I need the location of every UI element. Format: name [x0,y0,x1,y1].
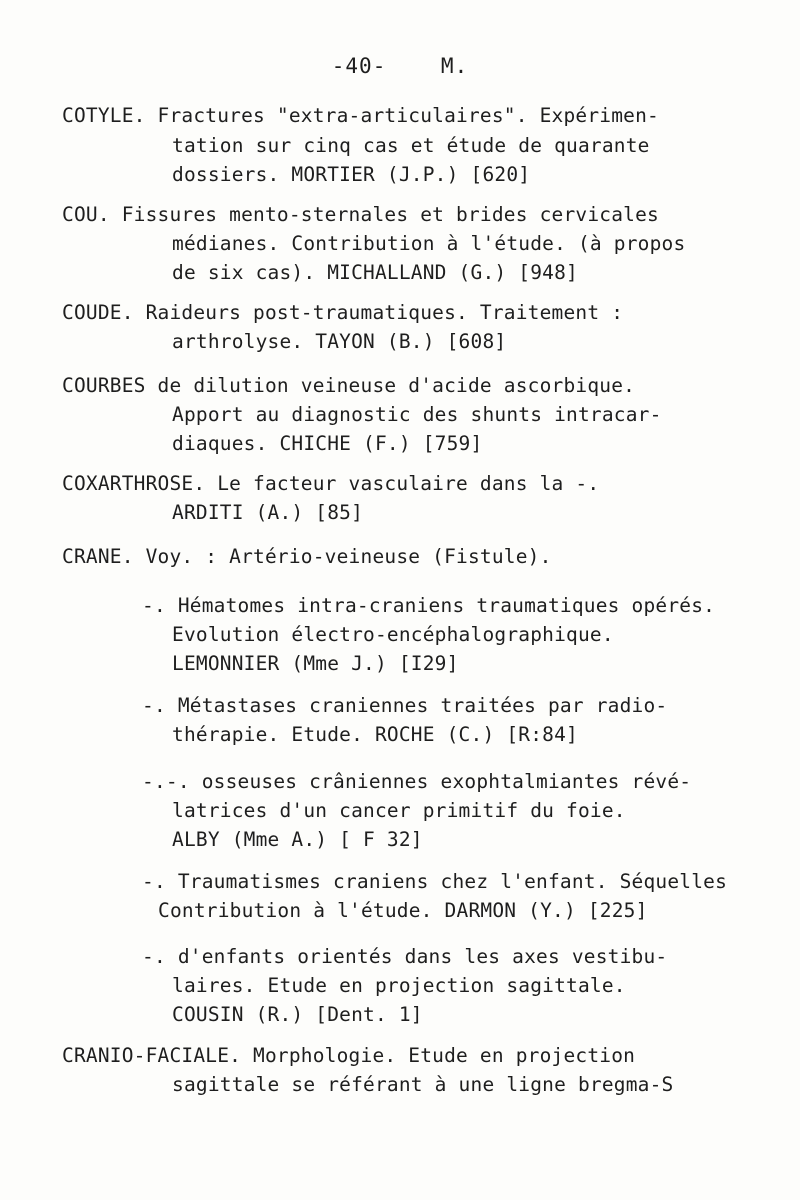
entry-crane-osseuses-line-3: ALBY (Mme A.) [ F 32] [172,828,423,851]
entry-crane-hematomes-line-3: LEMONNIER (Mme J.) [I29] [172,652,459,675]
entry-cou-line-1: COU. Fissures mento-sternales et brides cervicales [62,203,659,226]
page-number: -40- [331,54,387,78]
entry-coxarthrose-line-2: ARDITI (A.) [85] [172,501,364,524]
entry-crane-enfants-line-1: -. d'enfants orientés dans les axes vestibu- [142,945,668,968]
entry-crane-traumatismes-line-2: Contribution à l'étude. DARMON (Y.) [225] [158,899,648,922]
entry-crane-osseuses-line-1: -.-. osseuses crâniennes exophtalmiantes révé- [142,770,692,793]
entry-crane-line-1: CRANE. Voy. : Artério-veineuse (Fistule). [62,545,552,568]
entry-cranio-faciale-line-2: sagittale se référant à une ligne bregma-S [172,1073,674,1096]
entry-cranio-faciale-line-1: CRANIO-FACIALE. Morphologie. Etude en projection [62,1044,636,1067]
entry-crane-hematomes-line-1: -. Hématomes intra-craniens traumatiques opérés. [142,594,716,617]
entry-crane-enfants-line-2: laires. Etude en projection sagittale. [172,974,626,997]
entry-cotyle-line-1: COTYLE. Fractures "extra-articulaires". Expérimen- [62,104,659,127]
entry-coxarthrose-line-1: COXARTHROSE. Le facteur vasculaire dans la -. [62,472,600,495]
section-letter: M. [440,54,469,78]
entry-crane-traumatismes-line-1: -. Traumatismes craniens chez l'enfant. Séquelles [142,870,728,893]
entry-crane-enfants-line-3: COUSIN (R.) [Dent. 1] [172,1003,423,1026]
entry-cotyle-line-2: tation sur cinq cas et étude de quarante [172,134,650,157]
entry-coude-line-1: COUDE. Raideurs post-traumatiques. Traitement : [62,301,624,324]
entry-courbes-line-3: diaques. CHICHE (F.) [759] [172,432,483,455]
entry-crane-metastases-line-2: thérapie. Etude. ROCHE (C.) [R:84] [172,723,578,746]
entry-crane-osseuses-line-2: latrices d'un cancer primitif du foie. [172,799,626,822]
entry-cou-line-2: médianes. Contribution à l'étude. (à propos [172,232,686,255]
page-header [0,54,800,78]
entry-cou-line-3: de six cas). MICHALLAND (G.) [948] [172,261,578,284]
entry-courbes-line-1: COURBES de dilution veineuse d'acide ascorbique. [62,374,636,397]
entry-coude-line-2: arthrolyse. TAYON (B.) [608] [172,330,507,353]
entry-courbes-line-2: Apport au diagnostic des shunts intracar- [172,403,662,426]
entry-crane-hematomes-line-2: Evolution électro-encéphalographique. [172,623,614,646]
entry-cotyle-line-3: dossiers. MORTIER (J.P.) [620] [172,163,531,186]
entry-crane-metastases-line-1: -. Métastases craniennes traitées par radio- [142,694,668,717]
